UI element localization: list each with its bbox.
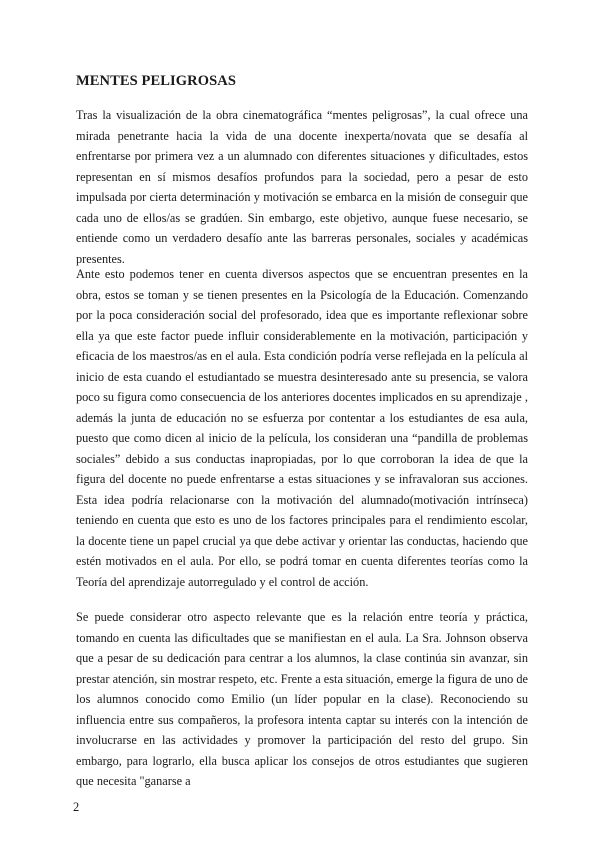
paragraph-aspects: Ante esto podemos tener en cuenta diversos aspectos que se encuentran presentes en la obra, estos se toman y se tienen presentes en la Psicología de la Educación. Comenzando por la poca consideración social del profesorado, idea que es importante reflexionar sobre ella ya que este factor puede influir considerablemente en la motivación, participación y eficacia de los maestros/as en el aula. Esta condición podría verse reflejada en la película al inicio de esta cuando el estudiantado se muestra desinteresado ante su presencia, se valora poco su figura como consecuencia de los anteriores docentes implicados en su aprendizaje , además la junta de educación no se esfuerza por contentar a los estudiantes de esa aula, puesto que como dicen al inicio de la película, los consideran una “pandilla de problemas sociales” debido a sus conductas inapropiadas, por lo que corroboran la idea de que la figura del docente no puede enfrentarse a estas situaciones y se infravaloran sus acciones. Esta idea podría relacionarse con la motivación del alumnado(motivación intrínseca) teniendo en cuenta que esto es uno de los factores principales para el rendimiento escolar, la docente tiene un papel crucial ya que debe activar y orientar las conductas, haciendo que estén motivados en el aula. Por ello, se podrá tomar en cuenta diferentes teorías como la Teoría del aprendizaje autorregulado y el control de acción.	[76, 267, 528, 589]
page-title: MENTES PELIGROSAS	[76, 73, 237, 89]
page-number: 2	[73, 800, 80, 814]
paragraph-intro: Tras la visualización de la obra cinematográfica “mentes peligrosas”, la cual ofrece una mirada penetrante hacia la vida de una docente inexperta/novata que se desafía al enfrentarse por primera vez a un alumnado con diferentes situaciones y dificultades, estos representan en sí mismos desafíos profundos para la sociedad, pero a pesar de esto impulsada por cierta determinación y motivación se embarca en la misión de conseguir que cada uno de ellos/as se gradúen. Sin embargo, este objetivo, aunque fuese necesario, se entiende como un verdadero desafío ante las barreras personales, sociales y académicas presentes.	[76, 108, 528, 266]
paragraph-theory-practice: Se puede considerar otro aspecto relevante que es la relación entre teoría y práctica, tomando en cuenta las dificultades que se manifiestan en el aula. La Sra. Johnson observa que a pesar de su dedicación para centrar a los alumnos, la clase continúa sin avanzar, sin prestar atención, sin mostrar respeto, etc. Frente a esta situación, emerge la figura de uno de los alumnos conocido como Emilio (un líder popular en la clase). Reconociendo su influencia entre sus compañeros, la profesora intenta captar su interés con la intención de involucrarse en las actividades y promover la participación del resto del grupo. Sin embargo, para lograrlo, ella busca aplicar los consejos de otros estudiantes que sugieren que necesita "ganarse a	[76, 610, 528, 788]
